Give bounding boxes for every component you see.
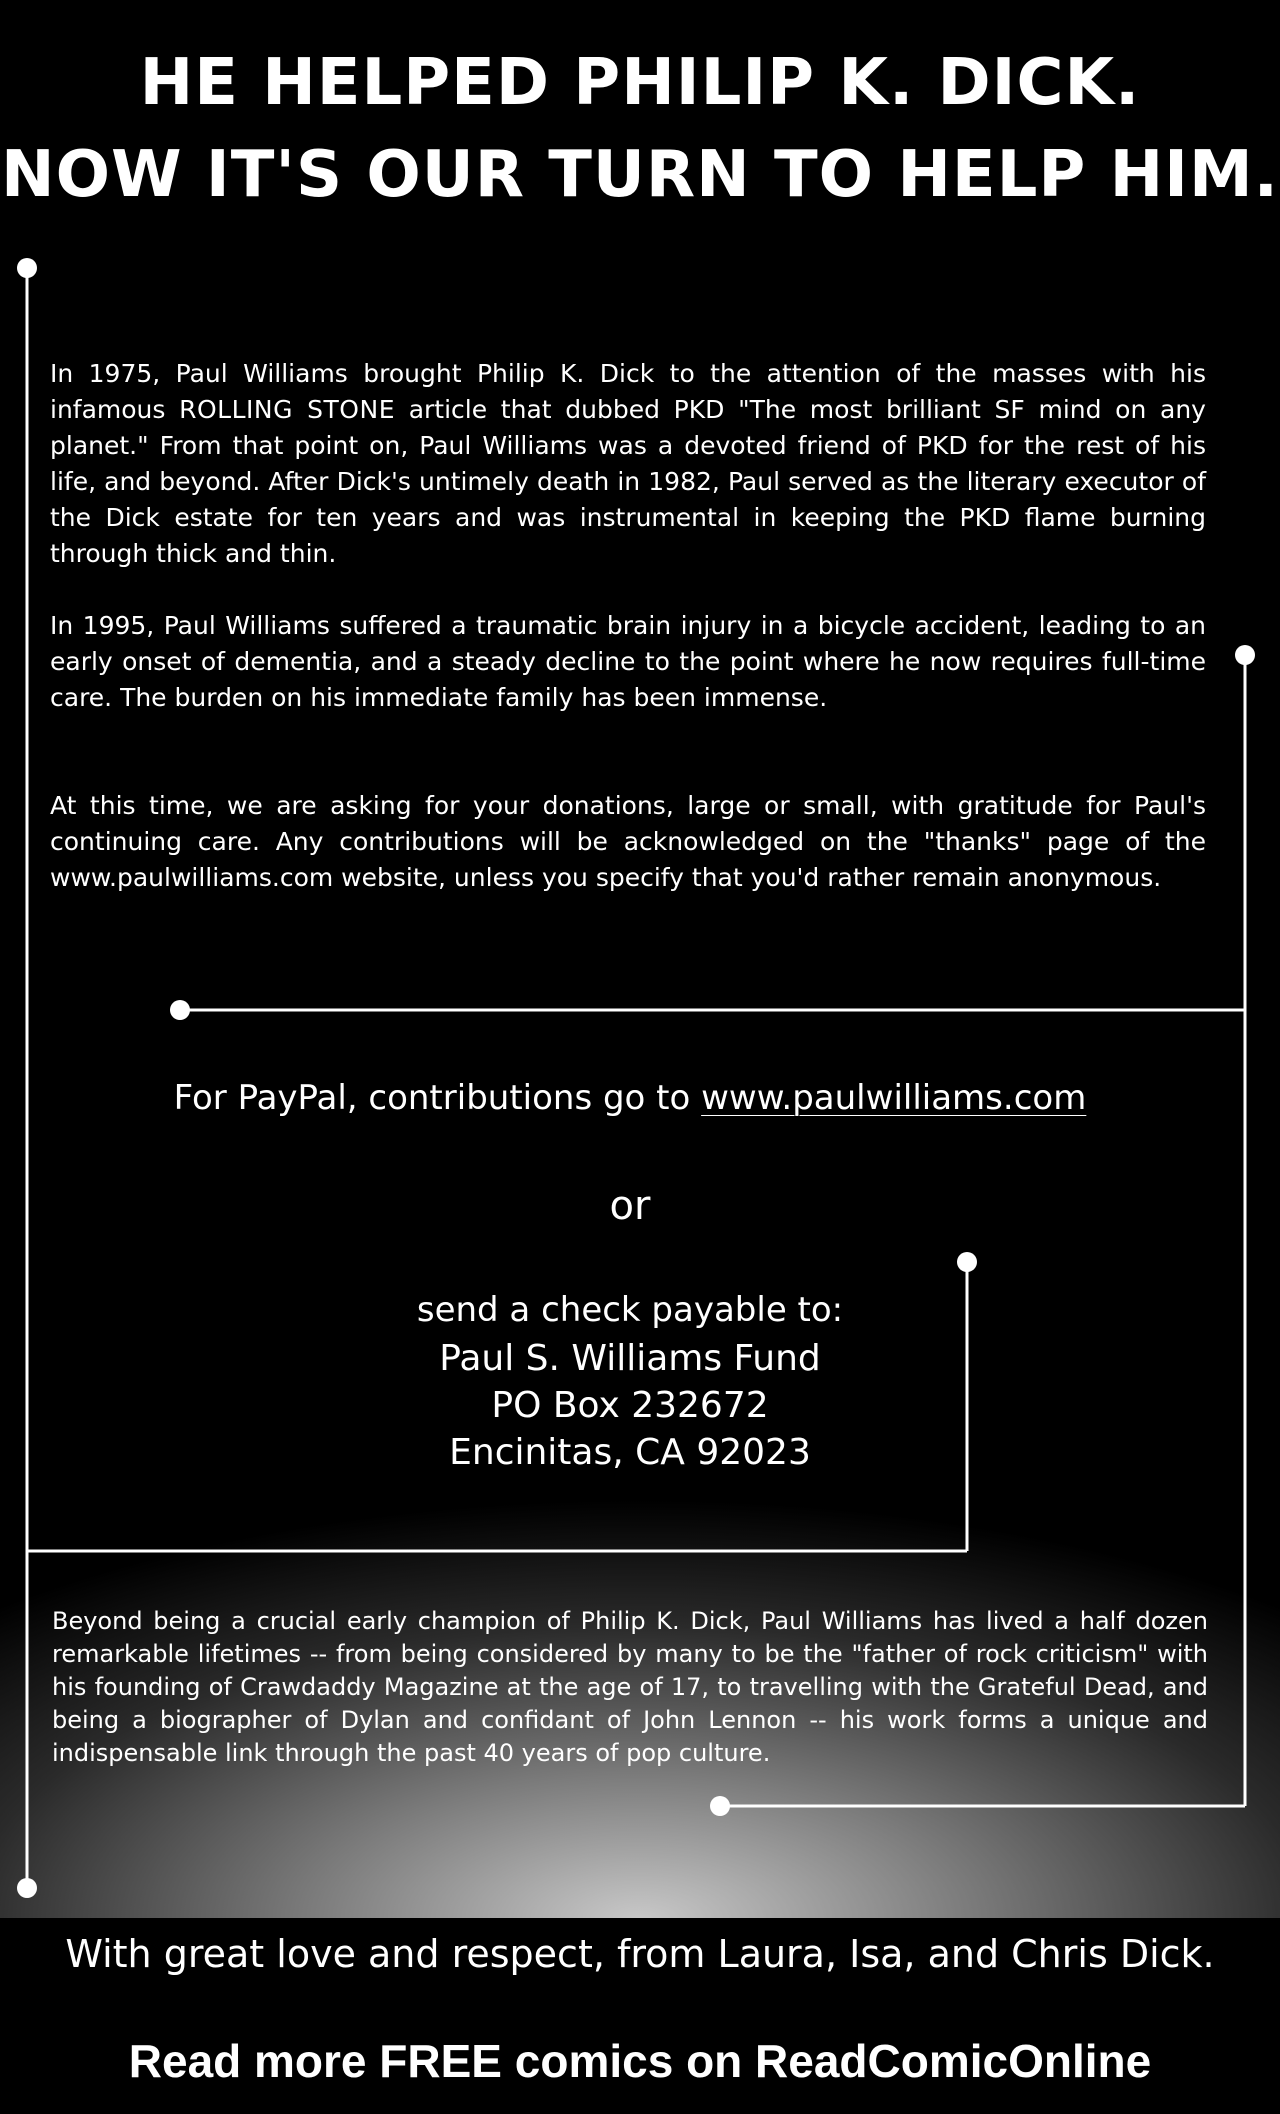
left-bottom-dot xyxy=(17,1878,37,1898)
intro-paragraph xyxy=(50,356,1206,572)
fund-name: Paul S. Williams Fund xyxy=(439,1338,821,1379)
headline-line-2: NOW IT'S OUR TURN TO HELP HIM. xyxy=(1,138,1279,212)
promo-banner-text: Read more FREE comics on ReadComicOnline xyxy=(128,2035,1152,2087)
legacy-paragraph: Beyond being a crucial early champion of Philip K. Dick, Paul Williams has lived a half dozen remarkable lifetimes -- from being considered by many to be the "father of rock criticism" with his founding of Crawdaddy Magazine at the age of 17, to travelling with the Grateful Dead, and being a biographer of Dylan and confidant of John Lennon -- his work forms a unique and indispensable link through the past 40 years of pop culture. xyxy=(52,1607,1208,1767)
city-address: Encinitas, CA 92023 xyxy=(449,1432,811,1473)
paypal-prefix: For PayPal, contributions go to xyxy=(173,1078,702,1118)
rolling-stone-name: ROLLING STONE xyxy=(179,395,395,424)
po-box-address: PO Box 232672 xyxy=(491,1385,769,1426)
headline-line-1: HE HELPED PHILIP K. DICK. xyxy=(139,46,1141,120)
paypal-line xyxy=(0,1078,1260,1118)
or-separator: or xyxy=(609,1183,651,1229)
donation-request-paragraph: At this time, we are asking for your donations, large or small, with gratitude for Paul's continuing care. Any contributions will be acknowledged on the "thanks" page of the www.paulwilliams.com website, unless you specify that you'd rather remain anonymous. xyxy=(50,791,1206,892)
injury-paragraph: In 1995, Paul Williams suffered a traumatic brain injury in a bicycle accident, leading to an early onset of dementia, and a steady decline to the point where he now requires full-time care. The burden on his immediate family has been immense. xyxy=(50,611,1206,712)
lower-right-dot xyxy=(710,1796,730,1816)
intro-paragraph-end: article that dubbed PKD "The most brilliant SF mind on any planet." From that point on, Paul Williams was a devoted friend of PKD for the rest of his life, and beyond. After Dick's untimely death in 1982, Paul served as the literary executor of the Dick estate for ten years and was instrumental in keeping the PKD flame burning through thick and thin. xyxy=(50,395,1206,568)
check-bracket-dot xyxy=(957,1252,977,1272)
intro-paragraph-start: In 1975, Paul Williams brought Philip K. Dick to the attention of the masses with his infamous xyxy=(50,359,1206,424)
paypal-website-link[interactable]: www.paulwilliams.com xyxy=(701,1078,1087,1118)
left-top-dot xyxy=(17,258,37,278)
signoff-text: With great love and respect, from Laura, Isa, and Chris Dick. xyxy=(65,1932,1215,1976)
right-top-dot xyxy=(1235,645,1255,665)
check-intro-text: send a check payable to: xyxy=(416,1290,844,1330)
middle-left-dot xyxy=(170,1000,190,1020)
